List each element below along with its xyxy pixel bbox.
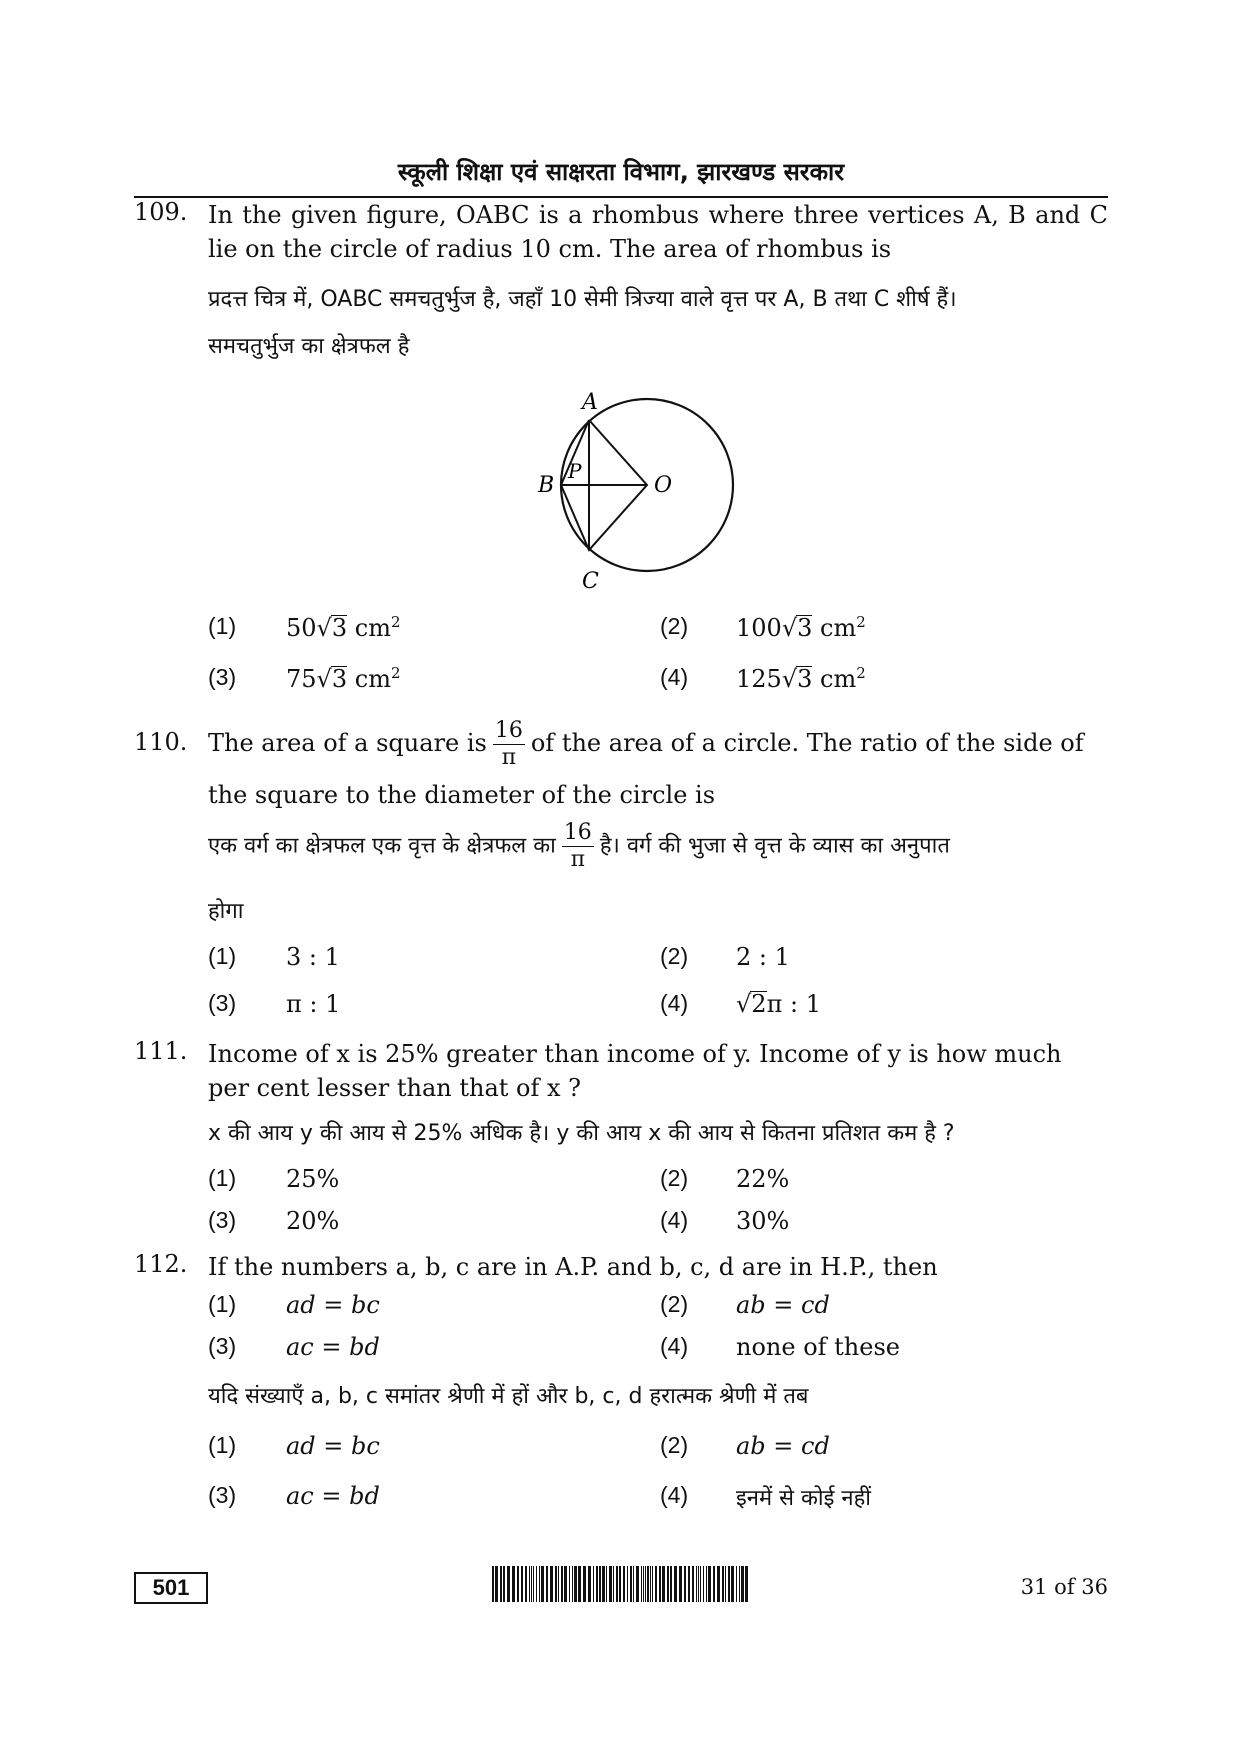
barcode-bar — [745, 1566, 748, 1602]
barcode-bar — [550, 1566, 553, 1602]
q111-number: 111. — [134, 1037, 188, 1065]
q111-option-4[interactable]: (4) 30% — [660, 1207, 790, 1235]
barcode-bar — [613, 1566, 614, 1602]
q109-option-1[interactable]: (1) 50√3 $cm^2$ — [208, 613, 401, 642]
barcode-bar — [593, 1566, 594, 1602]
barcode-bar — [503, 1566, 505, 1602]
barcode-bar — [736, 1566, 737, 1602]
q112-option-hi-2[interactable]: (2) ab = cd — [660, 1432, 830, 1460]
barcode-bar — [739, 1566, 740, 1602]
barcode-bar — [722, 1566, 724, 1602]
q110-text-en: The area of a square is $\frac{16}{\pi}$ of the area of a circle. The ratio of the side of — [208, 718, 1084, 770]
barcode-bar — [596, 1566, 598, 1602]
q111-text-en-2: per cent lesser than that of x ? — [208, 1074, 582, 1102]
barcode-bar — [670, 1566, 672, 1602]
barcode-bar — [627, 1566, 628, 1602]
barcode-bar — [500, 1566, 502, 1602]
barcode-bar — [602, 1566, 605, 1602]
barcode-bar — [741, 1566, 744, 1602]
barcode-bar — [655, 1566, 657, 1602]
q110-option-3[interactable]: (3) π : 1 — [208, 990, 341, 1018]
q110-text-hi-2: होगा — [208, 899, 244, 924]
label-b: B — [538, 473, 555, 498]
q111-option-3[interactable]: (3) 20% — [208, 1207, 340, 1235]
barcode-bar — [574, 1566, 577, 1602]
q111-text-en: Income of x is 25% greater than income of y. Income of y is how much — [208, 1040, 1062, 1068]
q112-number: 112. — [134, 1250, 188, 1278]
q109-option-2[interactable]: (2) 100√3 $cm^2$ — [660, 613, 866, 642]
q112-option-hi-1[interactable]: (1) ad = bc — [208, 1432, 380, 1460]
barcode-bar — [645, 1566, 646, 1602]
barcode-bar — [606, 1566, 607, 1602]
barcode-bar — [679, 1566, 682, 1602]
barcode-bar — [698, 1566, 699, 1602]
barcode-bar — [630, 1566, 632, 1602]
barcode-bar — [555, 1566, 557, 1602]
q112-text-en: If the numbers a, b, c are in A.P. and b, c, d are in H.P., then — [208, 1253, 938, 1281]
barcode-bar — [529, 1566, 530, 1602]
barcode-bar — [641, 1566, 642, 1602]
q110-option-4[interactable]: (4) √2π : 1 — [660, 990, 821, 1018]
q109-option-3[interactable]: (3) 75√3 $cm^2$ — [208, 664, 401, 693]
q111-text-hi: x की आय y की आय से 25% अधिक है। y की आय x की आय से कितना प्रतिशत कम है ? — [208, 1121, 955, 1146]
barcode-bar — [662, 1566, 665, 1602]
barcode-bar — [703, 1566, 704, 1602]
barcode-bar — [717, 1566, 720, 1602]
q112-option-hi-4[interactable]: (4) इनमें से कोई नहीं — [660, 1482, 872, 1511]
barcode-bar — [572, 1566, 573, 1602]
fraction: $\frac{16}{\pi}$ — [494, 718, 523, 770]
barcode-bar — [647, 1566, 649, 1602]
barcode-bar — [517, 1566, 519, 1602]
q111-option-2[interactable]: (2) 22% — [660, 1165, 790, 1193]
barcode-bar — [706, 1566, 707, 1602]
barcode-bar — [512, 1566, 515, 1602]
booklet-code: 501 — [134, 1572, 208, 1604]
barcode-bar — [525, 1566, 527, 1602]
page-number: 31 of 36 — [1020, 1575, 1108, 1599]
barcode-bar — [541, 1566, 544, 1602]
barcode-bar — [725, 1566, 726, 1602]
barcode — [492, 1566, 750, 1602]
barcode-bar — [667, 1566, 669, 1602]
barcode-bar — [492, 1566, 494, 1602]
barcode-bar — [578, 1566, 581, 1602]
barcode-bar — [583, 1566, 586, 1602]
q110-text-hi: एक वर्ग का क्षेत्रफल एक वृत्त के क्षेत्रफल का $\frac{16}{\pi}$ है। वर्ग की भुजा से वृत्त के व्यास का अनुपात — [208, 820, 950, 872]
q110-option-1[interactable]: (1) 3 : 1 — [208, 943, 340, 971]
label-c: C — [582, 569, 599, 594]
barcode-bar — [619, 1566, 621, 1602]
barcode-bar — [713, 1566, 715, 1602]
q112-text-hi: यदि संख्याएँ a, b, c समांतर श्रेणी में हों और b, c, d हरात्मक श्रेणी में तब — [208, 1384, 809, 1409]
barcode-bar — [561, 1566, 563, 1602]
barcode-bar — [633, 1566, 634, 1602]
barcode-bar — [507, 1566, 510, 1602]
barcode-bar — [643, 1566, 644, 1602]
q112-option-en-3[interactable]: (3) ac = bd — [208, 1333, 380, 1361]
page-header: स्कूली शिक्षा एवं साक्षरता विभाग, झारखण्ड सरकार — [397, 158, 845, 186]
barcode-bar — [696, 1566, 697, 1602]
barcode-bar — [684, 1566, 686, 1602]
barcode-bar — [623, 1566, 625, 1602]
barcode-bar — [700, 1566, 701, 1602]
barcode-bar — [609, 1566, 612, 1602]
label-o: O — [654, 473, 673, 498]
barcode-bar — [616, 1566, 618, 1602]
q109-number: 109. — [134, 198, 188, 226]
barcode-bar — [546, 1566, 548, 1602]
q112-option-hi-3[interactable]: (3) ac = bd — [208, 1482, 380, 1510]
q112-option-en-4[interactable]: (4) none of these — [660, 1333, 900, 1361]
q110-text-en-2: the square to the diameter of the circle is — [208, 781, 716, 809]
barcode-bar — [688, 1566, 690, 1602]
barcode-bar — [599, 1566, 601, 1602]
barcode-bar — [708, 1566, 711, 1602]
barcode-bar — [731, 1566, 734, 1602]
q112-option-en-2[interactable]: (2) ab = cd — [660, 1291, 830, 1319]
barcode-bar — [531, 1566, 532, 1602]
barcode-bar — [533, 1566, 534, 1602]
q110-option-2[interactable]: (2) 2 : 1 — [660, 943, 790, 971]
q109-text-hi: प्रदत्त चित्र में, OABC समचतुर्भुज है, जहाँ 10 सेमी त्रिज्या वाले वृत्त पर A, B तथा C शीर्ष हैं। — [208, 287, 957, 312]
q109-text-hi-2: समचतुर्भुज का क्षेत्रफल है — [208, 334, 410, 359]
barcode-bar — [569, 1566, 570, 1602]
q109-option-4[interactable]: (4) 125√3 $cm^2$ — [660, 664, 866, 693]
barcode-bar — [674, 1566, 677, 1602]
barcode-bar — [636, 1566, 639, 1602]
q112-option-en-1[interactable]: (1) ad = bc — [208, 1291, 380, 1319]
q109-figure — [500, 378, 740, 608]
barcode-bar — [728, 1566, 730, 1602]
barcode-bar — [495, 1566, 498, 1602]
barcode-bar — [650, 1566, 651, 1602]
q111-option-1[interactable]: (1) 25% — [208, 1165, 340, 1193]
barcode-bar — [536, 1566, 537, 1602]
barcode-bar — [659, 1566, 661, 1602]
barcode-bar — [588, 1566, 591, 1602]
barcode-bar — [564, 1566, 567, 1602]
label-a: A — [582, 390, 598, 415]
q110-number: 110. — [134, 728, 188, 756]
barcode-bar — [558, 1566, 559, 1602]
q109-text-en: In the given figure, OABC is a rhombus where three vertices A, B and C lie on the circle of radius 10 cm. The area of rhombus is — [208, 201, 1108, 263]
barcode-bar — [539, 1566, 540, 1602]
barcode-bar — [521, 1566, 523, 1602]
barcode-bar — [652, 1566, 653, 1602]
label-p: P — [568, 459, 582, 483]
barcode-bar — [692, 1566, 694, 1602]
